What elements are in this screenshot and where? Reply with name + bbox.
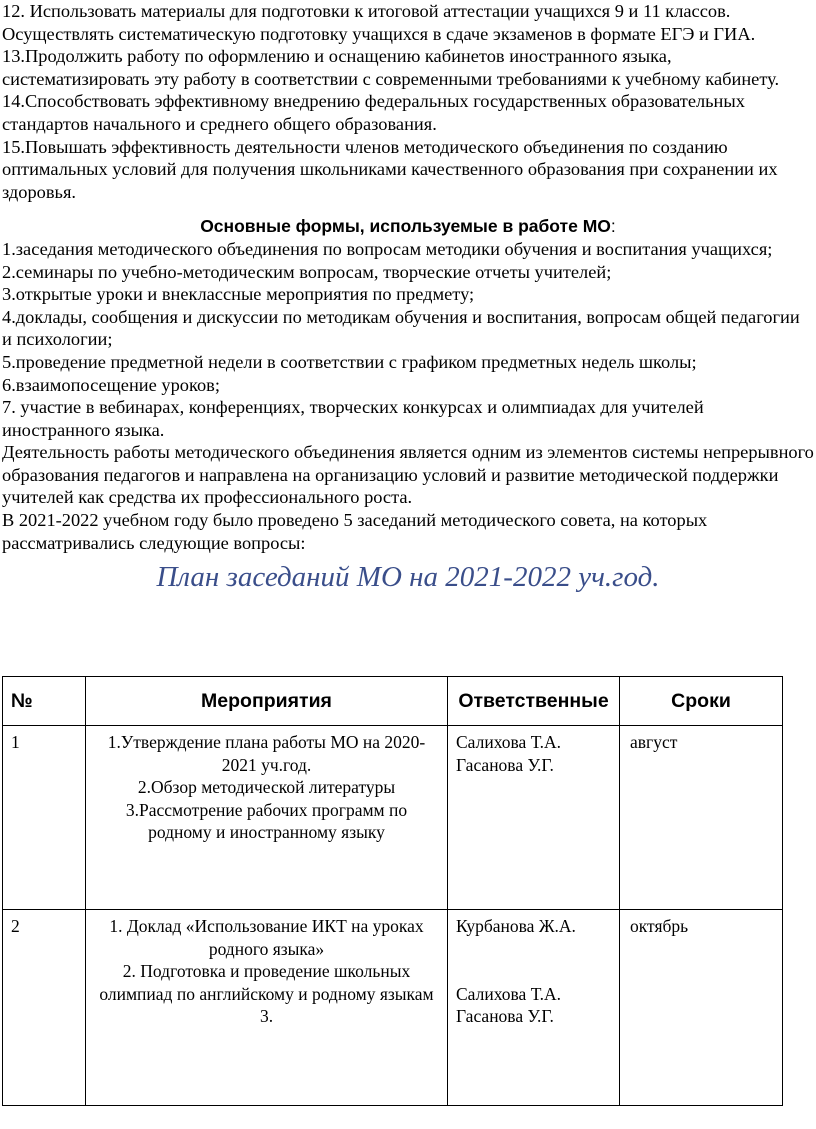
row-1-responsible-2: Гасанова У.Г. xyxy=(456,754,554,775)
row-2-event-3: 3. xyxy=(259,1006,274,1026)
row-1-responsible-1: Салихова Т.А. xyxy=(456,732,562,752)
form-item-2: 2.семинары по учебно-методическим вопросам, творческие отчеты учителей; xyxy=(2,261,612,282)
header-terms: Сроки xyxy=(620,677,783,726)
row-2-event-1: 1. Доклад «Использование ИКТ на уроках родного языка» xyxy=(109,916,424,959)
row-2-responsible-b2: Гасанова У.Г. xyxy=(456,1006,554,1026)
form-item-5: 5.проведение предметной недели в соответствии с графиком предметных недель школы; xyxy=(2,351,697,372)
forms-heading-colon: : xyxy=(610,216,616,237)
forms-heading-text: Основные формы, используемые в работе МО xyxy=(200,216,611,237)
form-item-1: 1.заседания методического объединения по вопросам методики обучения и воспитания учащихся; xyxy=(2,238,773,259)
paragraph-activity: Деятельность работы методического объединения является одним из элементов системы непрерывного образования педагогов и направлена на организацию условий и развитие методической поддержки учителей как средства их профессионального роста. xyxy=(2,442,814,508)
row-1-term: август xyxy=(620,726,783,910)
form-item-7: 7. участие в вебинарах, конференциях, творческих конкурсах и олимпиадах для учителей иностранного языка. xyxy=(2,397,704,440)
intro-item-13: 13.Продолжить работу по оформлению и оснащению кабинетов иностранного языка, систематизировать эту работу в соответствии с современными требованиями к учебному кабинету. xyxy=(2,46,780,89)
row-2-responsible-b1: Салихова Т.А. xyxy=(456,983,562,1004)
header-events: Мероприятия xyxy=(86,677,448,726)
row-2-event-2: 2. Подготовка и проведение школьных олимпиад по английскому и родному языкам xyxy=(99,961,434,1004)
paragraph-meetings: В 2021-2022 учебном году было проведено 5 заседаний методического совета, на которых рассматривались следующие вопросы: xyxy=(2,510,708,553)
row-2-event-list xyxy=(94,915,439,1028)
row-1-responsible xyxy=(448,726,620,910)
intro-list xyxy=(2,0,814,203)
row-2-responsible xyxy=(448,910,620,1106)
form-item-3: 3.открытые уроки и внеклассные мероприятия по предмету; xyxy=(2,284,475,305)
form-item-4: 4.доклады, сообщения и дискуссии по методикам обучения и воспитания, вопросам общей педагогии и психологии; xyxy=(2,306,800,350)
header-num: № xyxy=(3,677,86,726)
header-responsible: Ответственные xyxy=(448,677,620,726)
row-1-event-3: 3.Рассмотрение рабочих программ по родному и иностранному языку xyxy=(125,799,408,842)
row-2-responsible-gap xyxy=(456,938,619,983)
intro-item-14: 14.Способствовать эффективному внедрению федеральных государственных образовательных стандартов начального и среднего общего образования. xyxy=(2,91,745,134)
intro-item-15: 15.Повышать эффективность деятельности членов методического объединения по созданию оптимальных условий для получения школьниками качественного образования при сохранении их здоровья. xyxy=(2,136,778,202)
row-1-event-2: 2.Обзор методической литературы xyxy=(137,777,396,797)
form-item-6: 6.взаимопосещение уроков; xyxy=(2,374,220,395)
forms-heading xyxy=(2,215,814,238)
row-1-events xyxy=(86,726,448,910)
row-2-num: 2 xyxy=(3,910,86,1106)
forms-list xyxy=(2,238,814,441)
row-1-num: 1 xyxy=(3,726,86,910)
table-row xyxy=(3,726,783,910)
document-page xyxy=(2,0,814,594)
row-2-responsible-a: Курбанова Ж.А. xyxy=(456,916,576,936)
row-1-event-1: 1.Утверждение плана работы МО на 2020-2021 уч.год. xyxy=(107,732,426,775)
plan-table xyxy=(2,676,783,1106)
table-row xyxy=(3,910,783,1106)
table-header-row xyxy=(3,677,783,726)
intro-item-12: 12. Использовать материалы для подготовки к итоговой аттестации учащихся 9 и 11 классов. Осуществлять систематическую подготовку учащихся в сдаче экзаменов в формате ЕГЭ и ГИА. xyxy=(2,1,756,44)
plan-title: План заседаний МО на 2021-2022 уч.год. xyxy=(156,561,660,594)
row-2-term: октябрь xyxy=(620,910,783,1106)
row-2-events xyxy=(86,910,448,1106)
